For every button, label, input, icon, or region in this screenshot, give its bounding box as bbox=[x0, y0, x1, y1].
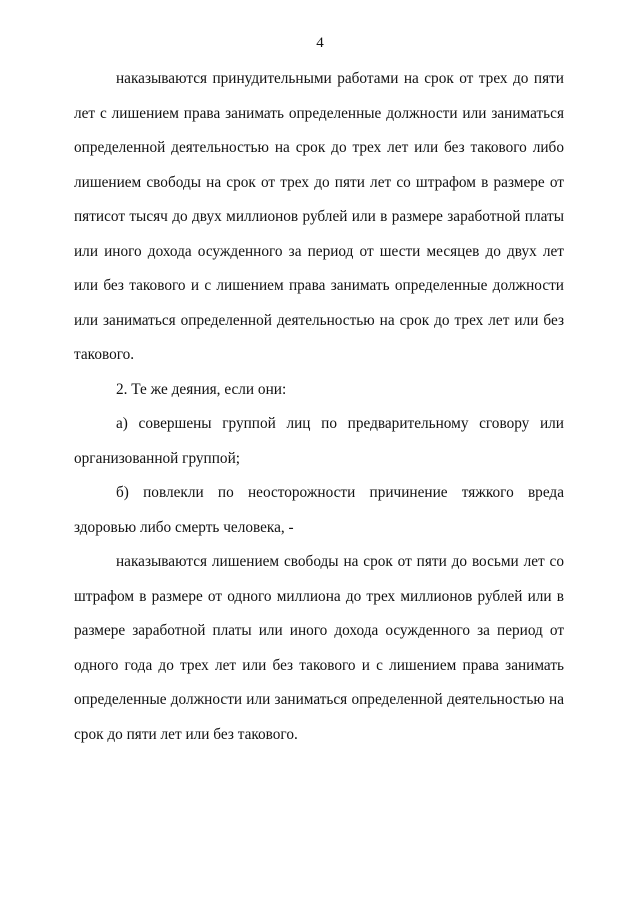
paragraph-penalty-first: наказываются принудительными работами на срок от трех до пяти лет с лишением права занимать определенные должности или заниматься определенной деятельностью на срок до трех лет или без такового либо лишением свободы на срок от трех до пяти лет со штрафом в размере от пятисот тысяч до двух миллионов рублей или в размере заработной платы или иного дохода осужденного за период от шести месяцев до двух лет или без такового и с лишением права занимать определенные должности или заниматься определенной деятельностью на срок до трех лет или без такового. bbox=[74, 70, 564, 363]
page-number: 4 bbox=[316, 35, 324, 51]
paragraph-part-2-heading: 2. Те же деяния, если они: bbox=[116, 380, 287, 398]
paragraph-item-a: а) совершены группой лиц по предварительному сговору или организованной группой; bbox=[74, 415, 564, 467]
document-body bbox=[74, 62, 564, 752]
paragraph-penalty-second: наказываются лишением свободы на срок от пяти до восьми лет со штрафом в размере от одного миллиона до трех миллионов рублей или в размере заработной платы или иного дохода осужденного за период от одного года до трех лет или без такового и с лишением права занимать определенные должности или заниматься определенной деятельностью на срок до пяти лет или без такового. bbox=[74, 553, 564, 743]
paragraph-item-b: б) повлекли по неосторожности причинение тяжкого вреда здоровью либо смерть человека, - bbox=[74, 484, 564, 536]
